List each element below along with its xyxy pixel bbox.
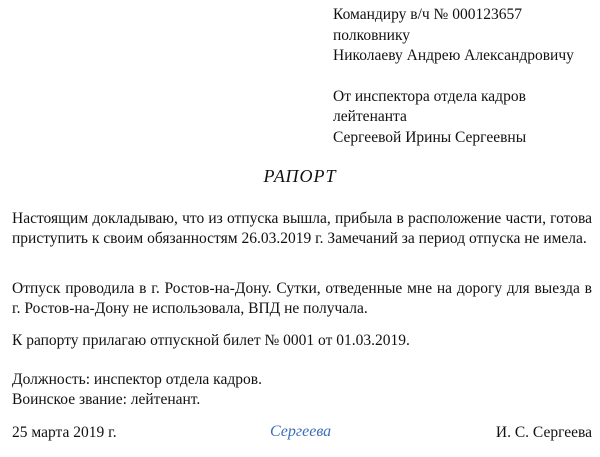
addressee-name: Николаеву Андрею Александровичу <box>333 47 574 64</box>
handwritten-signature: Сергеева <box>270 423 332 440</box>
sender-rank: лейтенанта <box>333 108 407 125</box>
signature-footer <box>12 423 592 445</box>
rank-line: Воинское звание: лейтенант. <box>12 391 201 408</box>
addressee-unit: Командиру в/ч № 000123657 <box>333 6 522 23</box>
addressee-spacer <box>333 67 595 87</box>
position-line: Должность: инспектор отдела кадров. <box>12 371 262 388</box>
body-paragraph-travel: Отпуск проводила в г. Ростов-на-Дону. Сутки, отведенные мне на дорогу для выезда в г. Ростов-на-Дону не использовала, ВПД не получала. <box>12 280 592 317</box>
body-paragraph-return: Настоящим докладываю, что из отпуска вышла, прибыла в расположение части, готова приступить к своим обязанностям 26.03.2019 г. Замечаний за период отпуска не имела. <box>12 210 592 247</box>
sender-name: Сергеевой Ирины Сергеевны <box>333 128 527 146</box>
document-title: РАПОРТ <box>263 166 337 186</box>
signer-name: И. С. Сергеева <box>495 424 592 441</box>
addressee-rank: полковнику <box>333 26 411 44</box>
addressee-block <box>333 5 595 148</box>
sender-position: От инспектора отдела кадров <box>333 87 526 105</box>
body-paragraph-attachment: К рапорту прилагаю отпускной билет № 0001 от 01.03.2019. <box>12 332 410 349</box>
report-date: 25 марта 2019 г. <box>12 424 117 441</box>
position-rank-block <box>12 370 592 410</box>
